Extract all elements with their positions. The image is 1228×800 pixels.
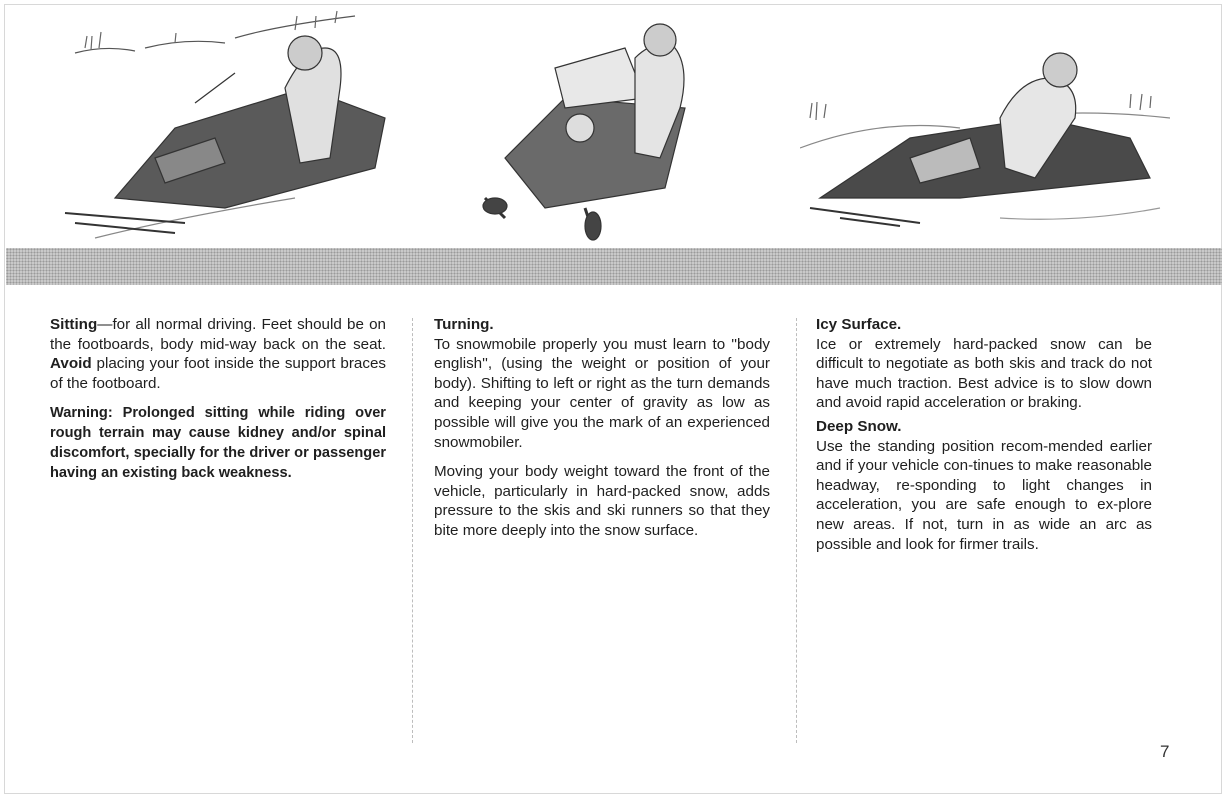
- sitting-body-part1: —for all normal driving. Feet should be on the footboards, body mid-way back on the seat.: [50, 316, 386, 353]
- turning-paragraph-1: To snowmobile properly you must learn to ''body english'', (using the weight or position of your body). Shifting to left or right as the turn demands and keeping your center of gravity as low as possible will give you the mark of an experienced snowmobiler.: [434, 335, 770, 451]
- sitting-column: [50, 315, 386, 483]
- icy-paragraph: Ice or extremely hard-packed snow can be difficult to negotiate as both skis and track do not have much traction. Best advice is to slow down and avoid rapid acceleration or braking.: [816, 335, 1152, 412]
- sitting-warning: Warning: Prolonged sitting while riding over rough terrain may cause kidney and/or spinal discomfort, specially for the driver or passenger having an existing back weakness.: [50, 405, 386, 482]
- turning-paragraph-2: Moving your body weight toward the front of the vehicle, particularly in hard-packed snow, adds pressure to the skis and ski runners so that they bite more deeply into the snow surface.: [434, 463, 770, 539]
- sitting-rider-illustration: [55, 8, 395, 246]
- avoid-emphasis: Avoid: [50, 355, 92, 373]
- column-divider: [796, 318, 797, 743]
- turning-rider-illustration: [465, 8, 725, 246]
- icy-column: [816, 315, 1152, 554]
- deep-snow-paragraph: Use the standing position recom-mended earlier and if your vehicle con-tinues to make reasonable headway, re-sponding to light changes in acceleration, you are safe enough to ex-plore new areas. If not, turn in as wide an arc as possible and look for firmer trails.: [816, 437, 1152, 553]
- turning-heading: Turning.: [434, 316, 494, 333]
- sitting-heading: Sitting: [50, 316, 98, 333]
- icy-heading: Icy Surface.: [816, 316, 902, 333]
- turning-column: [434, 315, 770, 541]
- sitting-paragraph: [50, 315, 386, 393]
- sitting-body-part2: placing your foot inside the support braces of the footboard.: [50, 355, 386, 392]
- deep-snow-heading: Deep Snow.: [816, 417, 902, 435]
- icy-rider-illustration: [800, 8, 1170, 246]
- page-number: 7: [1160, 742, 1170, 761]
- dotted-header-band: [6, 248, 1222, 285]
- column-divider: [412, 318, 413, 743]
